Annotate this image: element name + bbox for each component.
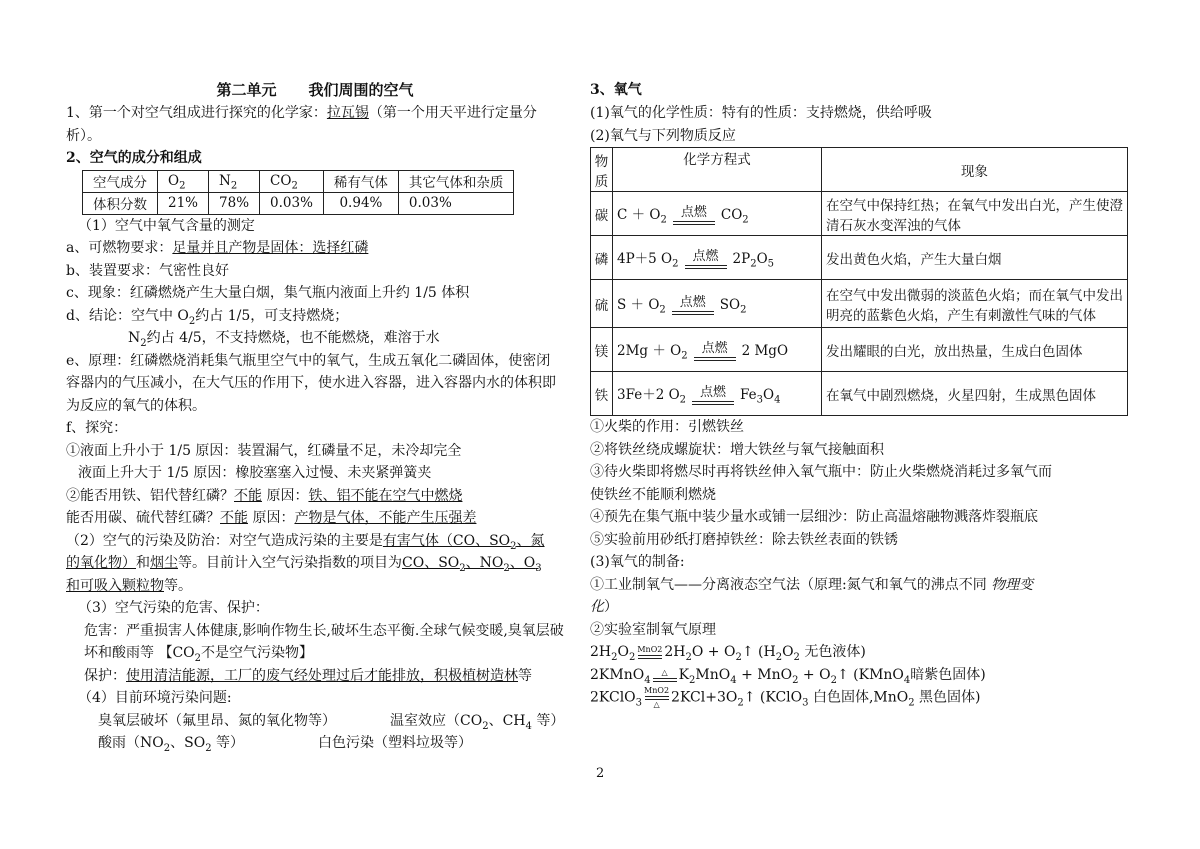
item-f4: 能否用碳、硫代替红磷？不能 原因：产物是气体，不能产生压强差 xyxy=(66,510,477,526)
right-column xyxy=(590,78,1135,709)
item-d: d、结论：空气中 $O_2$约占 1/5，可支持燃烧； xyxy=(66,307,349,327)
item-f3: ②能否用铁、铝代替红磷？不能 原因：铁、铝不能在空气中燃烧 xyxy=(66,487,463,504)
item-c: c、现象：红磷燃烧产生大量白烟，集气瓶内液面上升约 1/5 体积 xyxy=(66,285,470,301)
subsection-4: （4）目前环境污染问题: xyxy=(78,690,232,706)
table-header-row: 物质 化学方程式 现象 xyxy=(591,148,1128,192)
equation-sulfur: $S + O_2$ 点燃 $SO_2$ xyxy=(613,280,822,328)
paragraph-1: 1、第一个对空气组成进行探究的化学家：拉瓦锡（第一个用天平进行定量分 析）。 xyxy=(66,105,537,144)
industrial-method: ①工业制氧气——分离液态空气法（原理:氮气和氧气的沸点不同 物理变 化） xyxy=(590,576,1034,615)
note-4: ④预先在集气瓶中装少量水或铺一层细沙：防止高温熔融物溅落炸裂瓶底 xyxy=(590,509,1038,525)
table-row: 空气成分 $O_2$ $N_2$ $CO_2$ 稀有气体 其它气体和杂质 xyxy=(83,170,514,192)
oxygen-properties: (1)氧气的化学性质：特有的性质：支持燃烧，供给呼吸 xyxy=(590,105,932,121)
note-1: ①火柴的作用：引燃铁丝 xyxy=(590,419,744,435)
left-column xyxy=(66,78,564,755)
equation-iron: 3Fe＋2 $O_2$ 点燃 $Fe_3O_4$ xyxy=(613,372,822,416)
table-row: 铁 3Fe＋2 $O_2$ 点燃 $Fe_3O_4$ 在氧气中剧烈燃烧，火星四射，生成黑色固体 xyxy=(591,372,1128,416)
table-row: 体积分数 21% 78% 0.03% 0.94% 0.03% xyxy=(83,192,514,214)
equation-h2o2: $2H_2O_2$ MnO2 $2H_2O$ + $O_2↑$ ($H_2O_2$ 无色液体) xyxy=(590,644,866,663)
air-composition-table xyxy=(82,170,514,215)
protection-text: 保护：使用清洁能源，工厂的废气经处理过后才能排放，积极植树造林等 xyxy=(84,667,532,684)
item-f2: 液面上升大于 1/5 原因：橡胶塞塞入过慢、未夹紧弹簧夹 xyxy=(78,465,432,481)
table-row: 碳 $C + O_2$ 点燃 $CO_2$ 在空气中保持红热；在氧气中发出白光，产生使澄清石灰水变浑浊的气体 xyxy=(591,192,1128,236)
harm-text: 危害：严重损害人体健康,影响作物生长,破坏生态平衡.全球气候变暖,臭氧层破坏和酸雨等 【$CO_2$不是空气污染物】 xyxy=(84,622,564,664)
reactions-table xyxy=(590,147,1128,416)
note-3: ③待火柴即将燃尽时再将铁丝伸入氧气瓶中：防止火柴燃烧消耗过多氧气而 xyxy=(590,464,1052,480)
section-3-heading: 3、氧气 xyxy=(590,82,642,98)
table-row: 镁 $2Mg + O_2$ 点燃 2 MgO 发出耀眼的白光，放出热量，生成白色固体 xyxy=(591,328,1128,372)
item-b: b、装置要求：气密性良好 xyxy=(66,262,229,279)
env-issues-1: 臭氧层破坏（氟里昂、氮的氧化物等） 温室效应（$CO_2$、$CH_4$ 等） xyxy=(98,712,565,732)
item-f1: ①液面上升小于 1/5 原因：装置漏气，红磷量不足，未冷却完全 xyxy=(66,442,462,459)
equation-phosphorus: 4P＋5 $O_2$ 点燃 $2P_2O_5$ xyxy=(613,236,822,280)
item-d-cont: $N_2$约占 4/5，不支持燃烧，也不能燃烧，难溶于水 xyxy=(128,330,440,349)
lab-method: ②实验室制氧气原理 xyxy=(590,621,716,638)
subsection-1: （1）空气中氧气含量的测定 xyxy=(78,217,255,234)
equation-carbon: $C + O_2$ 点燃 $CO_2$ xyxy=(613,192,822,236)
note-5: ⑤实验前用砂纸打磨掉铁丝：除去铁丝表面的铁锈 xyxy=(590,531,898,548)
table-row: 磷 4P＋5 $O_2$ 点燃 $2P_2O_5$ 发出黄色火焰，产生大量白烟 xyxy=(591,236,1128,280)
equation-magnesium: $2Mg + O_2$ 点燃 2 MgO xyxy=(613,328,822,372)
note-2: ②将铁丝绕成螺旋状：增大铁丝与氧气接触面积 xyxy=(590,441,884,458)
note-3-cont: 使铁丝不能顺利燃烧 xyxy=(590,486,716,503)
page-title: 第二单元 我们周围的空气 xyxy=(216,81,414,99)
section-2-heading: 2、空气的成分和组成 xyxy=(66,150,202,166)
page-number: 2 xyxy=(596,766,605,781)
equation-kmno4: 2KMnO$_4$ △ $K_2MnO_4 + MnO_2$ + $O_2↑$ (KMnO$_4$暗紫色固体) xyxy=(590,666,986,686)
oxygen-reactions-heading: (2)氧气与下列物质反应 xyxy=(590,127,736,144)
subsection-3: （3）空气污染的危害、保护： xyxy=(78,600,269,616)
item-a: a、可燃物要求：足量并且产物是固体：选择红磷 xyxy=(66,240,369,256)
subsection-2: （2）空气的污染及防治：对空气造成污染的主要是有害气体（CO、$SO_2$、氮 的氧化物）和烟尘等。目前计入空气污染指数的项目为CO、$SO_2$、$NO_2$、$O_3$ 和可吸入颗粒物等。 xyxy=(66,532,545,594)
item-f: f、探究： xyxy=(66,420,128,436)
subsection-preparation: (3)氧气的制备: xyxy=(590,554,685,570)
env-issues-2: 酸雨（$NO_2$、$SO_2$ 等） 白色污染（塑料垃圾等） xyxy=(98,735,472,754)
table-row: 硫 $S + O_2$ 点燃 $SO_2$ 在空气中发出微弱的淡蓝色火焰；而在氧气中发出明亮的蓝紫色火焰，产生有刺激性气味的气体 xyxy=(591,280,1128,328)
equation-kclo3: 2KClO$_3$ MnO2 △ $2KCl+3O_2↑$ (KClO$_3$ 白色固体,MnO$_2$ 黑色固体) xyxy=(590,686,981,709)
item-e: e、原理：红磷燃烧消耗集气瓶里空气中的氧气，生成五氧化二磷固体，使密闭容器内的气压减小，在大气压的作用下，使水进入容器，进入容器内水的体积即为反应的氧气的体积。 xyxy=(66,352,556,414)
